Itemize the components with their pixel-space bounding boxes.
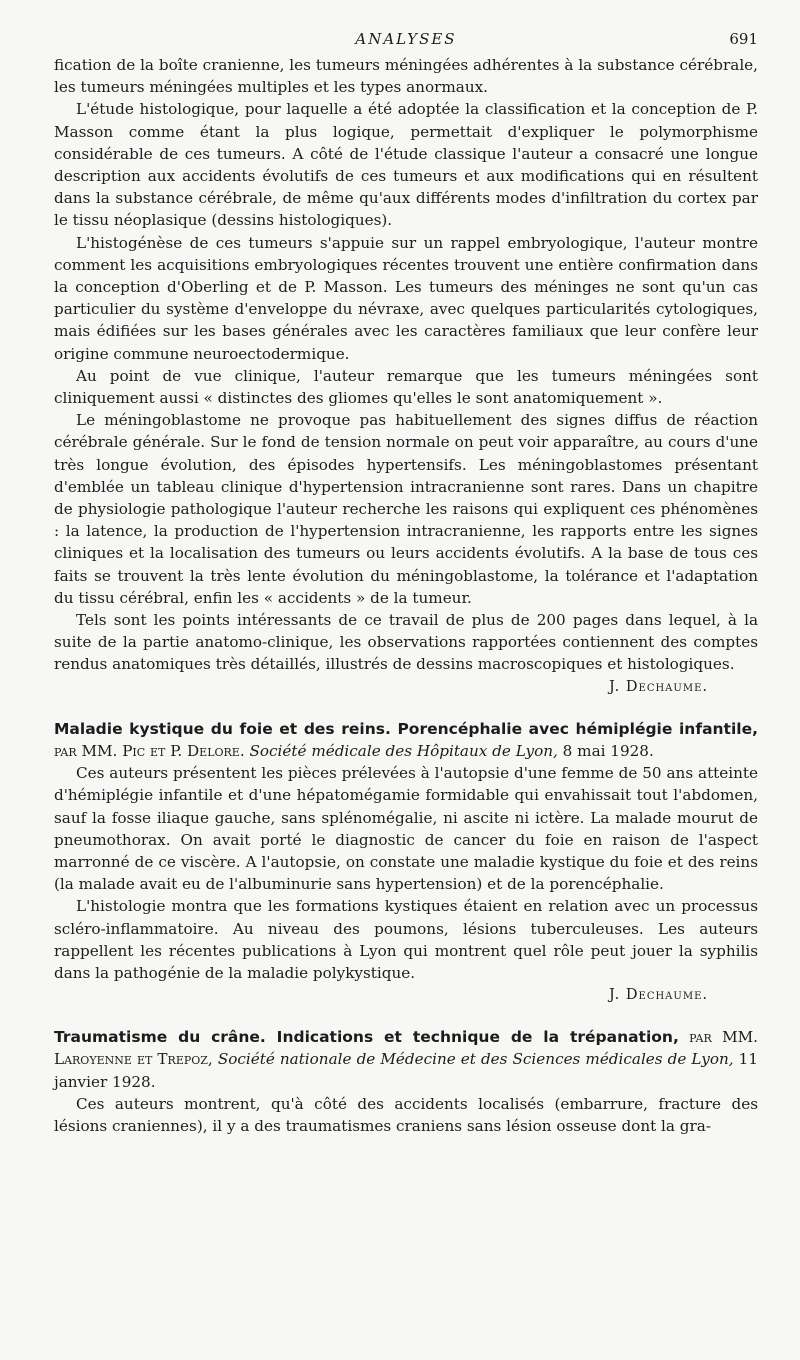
paragraph: Ces auteurs présentent les pièces prélevées à l'autopsie d'une femme de 50 ans atteinte d'hémiplégie infantile et d'une hépatomégamie formidable qui envahissait tout l'abdomen, sauf la fosse iliaque gauche, sans splénomégalie, ni ascite ni ictère. La malade mourut de pneumothorax. On avait porté le diagnostic de cancer du foie en raison de l'aspect marronné de ce viscère. A l'autopsie, on constate une maladie kystique du foie et des reins (la malade avait eu de l'albuminurie sans hypertension) et de la porencéphalie. — [54, 764, 758, 894]
paragraph: fication de la boîte cranienne, les tumeurs méningées adhérentes à la substance cérébrale, les tumeurs méningées multiples et les types anormaux. — [54, 56, 758, 97]
review-signature: J. Dechaume. — [608, 987, 708, 1004]
review-meningioma-continuation — [54, 54, 758, 698]
review-source: Société médicale des Hôpitaux de Lyon, — [249, 741, 558, 760]
running-header — [54, 30, 758, 54]
review-title: Maladie kystique du foie et des reins. Porencéphalie avec hémiplégie infantile, — [54, 719, 758, 738]
review-signature: J. Dechaume. — [608, 678, 708, 695]
review-source: Société nationale de Médecine et des Sciences médicales de Lyon, — [217, 1050, 734, 1069]
review-kystique — [54, 718, 758, 1006]
review-date: 8 mai 1928. — [557, 741, 654, 760]
review-heading — [54, 1026, 758, 1093]
paragraph: Le méningoblastome ne provoque pas habituellement des signes diffus de réaction cérébrale générale. Sur le fond de tension normale on peut voir apparaître, au cours d'une très longue évolution, des épisodes hypertensifs. Les méningoblastomes présentant d'emblée un tableau clinique d'hypertension intracranienne sont rares. Dans un chapitre de physiologie pathologique l'auteur recherche les raisons qui expliquent ces phénomènes : la latence, la production de l'hypertension intracranienne, les rapports entre les signes cliniques et la localisation des tumeurs ou leurs accidents évolutifs. A la base de tous ces faits se trouvent la très lente évolution du méningoblastome, la tolérance et l'adaptation du tissu cérébral, enfin les « accidents » de la tumeur. — [54, 411, 758, 607]
review-heading — [54, 718, 758, 762]
review-title: Traumatisme du crâne. Indications et technique de la trépanation, — [54, 1028, 679, 1047]
paragraph: Ces auteurs montrent, qu'à côté des accidents localisés (embarrure, fracture des lésions craniennes), il y a des traumatismes craniens sans lésion osseuse dont la gra- — [54, 1094, 758, 1135]
paragraph: L'histogénèse de ces tumeurs s'appuie sur un rappel embryologique, l'auteur montre comment les acquisitions embryologiques récentes trouvent une entière confirmation dans la conception d'Oberling et de P. Masson. Les tumeurs des méninges ne sont qu'un cas particulier du système d'enveloppe du névraxe, avec quelques particularités cytologiques, mais édifiées sur les bases générales avec les caractères familiaux que leur confère leur origine commune neuroectodermique. — [54, 233, 758, 363]
review-date: 11 janvier 1928. — [54, 1050, 758, 1091]
paragraph: Tels sont les points intéressants de ce travail de plus de 200 pages dans lequel, à la suite de la partie anatomo-clinique, les observations rapportées contiennent des comptes rendus anatomiques très détaillés, illustrés de dessins macroscopiques et histologiques. — [54, 611, 758, 674]
paragraph: Au point de vue clinique, l'auteur remarque que les tumeurs méningées sont cliniquement aussi « distinctes des gliomes qu'elles le sont anatomiquement ». — [54, 366, 758, 408]
review-authors: par MM. Pic et P. Delore. — [54, 741, 250, 760]
page-number: 691 — [729, 30, 758, 48]
running-title: ANALYSES — [355, 30, 457, 48]
review-traumatisme — [54, 1026, 758, 1137]
review-authors: par MM. Laroyenne et Trepoz, — [54, 1028, 759, 1069]
paragraph: L'histologie montra que les formations kystiques étaient en relation avec un processus scléro-inflammatoire. Au niveau des poumons, lésions tuberculeuses. Les auteurs rappellent les récentes publications à Lyon qui montrent quel rôle peut jouer la syphilis dans la pathogénie de la maladie polykystique. — [54, 897, 758, 982]
paragraph: L'étude histologique, pour laquelle a été adoptée la classification et la conception de P. Masson comme étant la plus logique, permettait d'expliquer le polymorphisme considérable de ces tumeurs. A côté de l'étude classique l'auteur a consacré une longue description aux accidents évolutifs de ces tumeurs et aux modifications qui en résultent dans la substance cérébrale, de même qu'aux différents modes d'infiltration du cortex par le tissu néoplasique (dessins histologiques). — [54, 100, 758, 230]
